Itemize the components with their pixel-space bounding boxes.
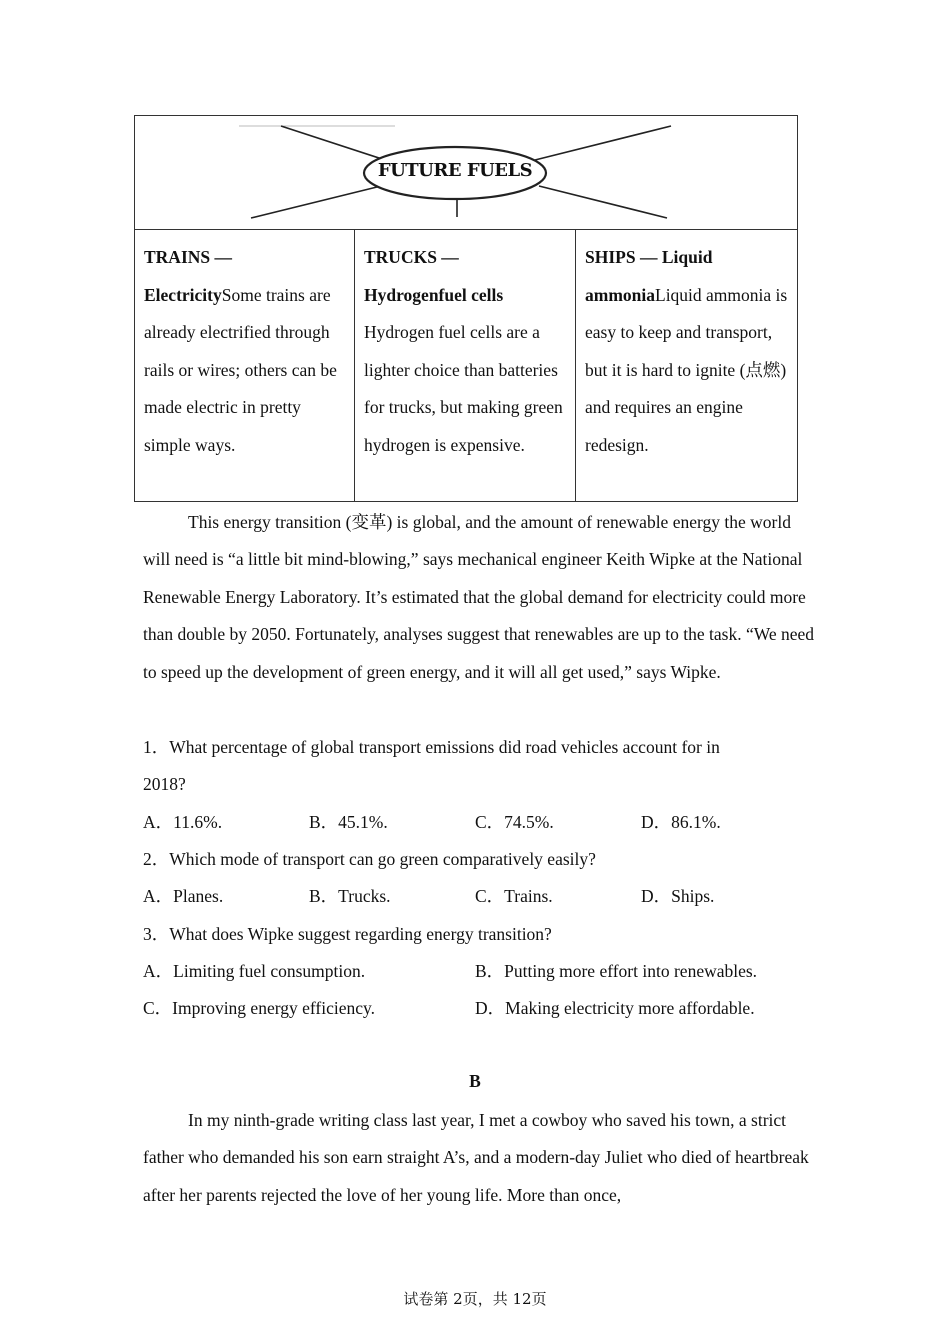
page-footer: 试卷第 2页，共 12页 <box>403 1290 547 1308</box>
table-cell-ships <box>576 229 798 501</box>
question-1-option-c[interactable]: C．74.5%. <box>475 812 554 832</box>
cell-subtitle: Hydrogenfuel cells <box>364 284 504 305</box>
passage-a-paragraph: This energy transition (变革) is global, and the amount of renewable energy the world will need is “a little bit mind-blowing,” says mechanical engineer Keith Wipke at the National Renewable Energy Laboratory. It’s estimated that the global demand for electricity could more than double by 2050. Fortunately, analyses suggest that renewables are up to the task. “We need to speed up the development of green energy, and it will all get used,” says Wipke. <box>143 512 815 682</box>
question-3-option-d[interactable]: D．Making electricity more affordable. <box>475 998 755 1018</box>
section-b-heading: B <box>469 1071 481 1091</box>
future-fuels-banner <box>135 116 797 230</box>
question-2-option-a[interactable]: A．Planes. <box>143 886 224 906</box>
cell-subtitle: Electricity <box>144 284 222 305</box>
cell-title: TRUCKS — <box>364 247 459 267</box>
future-fuels-table <box>134 115 798 502</box>
question-1-option-b[interactable]: B．45.1%. <box>309 812 388 832</box>
question-3-stem: 3．What does Wipke suggest regarding energy transition? <box>143 924 552 944</box>
question-1-option-a[interactable]: A．11.6%. <box>143 812 223 832</box>
question-2-stem: 2．Which mode of transport can go green comparatively easily? <box>143 849 596 869</box>
table-cell-trucks <box>355 229 576 501</box>
question-3-option-b[interactable]: B．Putting more effort into renewables. <box>475 961 758 981</box>
question-2-option-d[interactable]: D．Ships. <box>641 886 715 906</box>
passage-b-paragraph: In my ninth-grade writing class last year, I met a cowboy who saved his town, a strict father who demanded his son earn straight A’s, and a modern-day Juliet who died of heartbreak after her parents rejected the love of her young life. More than once, <box>143 1110 809 1205</box>
question-3-option-a[interactable]: A．Limiting fuel consumption. <box>143 961 366 981</box>
cell-subtitle: ammonia <box>585 284 655 305</box>
cell-title: TRAINS — <box>144 247 233 267</box>
question-1-stem-cont: 2018? <box>143 774 186 794</box>
question-1-stem: 1．What percentage of global transport emissions did road vehicles account for in <box>143 737 720 757</box>
question-2-option-b[interactable]: B．Trucks. <box>309 886 391 906</box>
cell-text: Hydrogen fuel cells are a lighter choice than batteries for trucks, but making green hydrogen is expensive. <box>364 322 563 455</box>
question-1-option-d[interactable]: D．86.1%. <box>641 812 721 832</box>
banner-title: FUTURE FUELS <box>377 160 533 181</box>
cell-text: Liquid ammonia is easy to keep and transport, but it is hard to ignite (点燃) and requires an engine redesign. <box>585 284 788 455</box>
cell-text: Some trains are already electrified through rails or wires; others can be made electric in pretty simple ways. <box>144 284 337 455</box>
question-3-option-c[interactable]: C．Improving energy efficiency. <box>143 998 375 1018</box>
cell-title: SHIPS — Liquid <box>585 247 713 267</box>
question-2-option-c[interactable]: C．Trains. <box>475 886 553 906</box>
table-cell-trains <box>135 229 355 501</box>
